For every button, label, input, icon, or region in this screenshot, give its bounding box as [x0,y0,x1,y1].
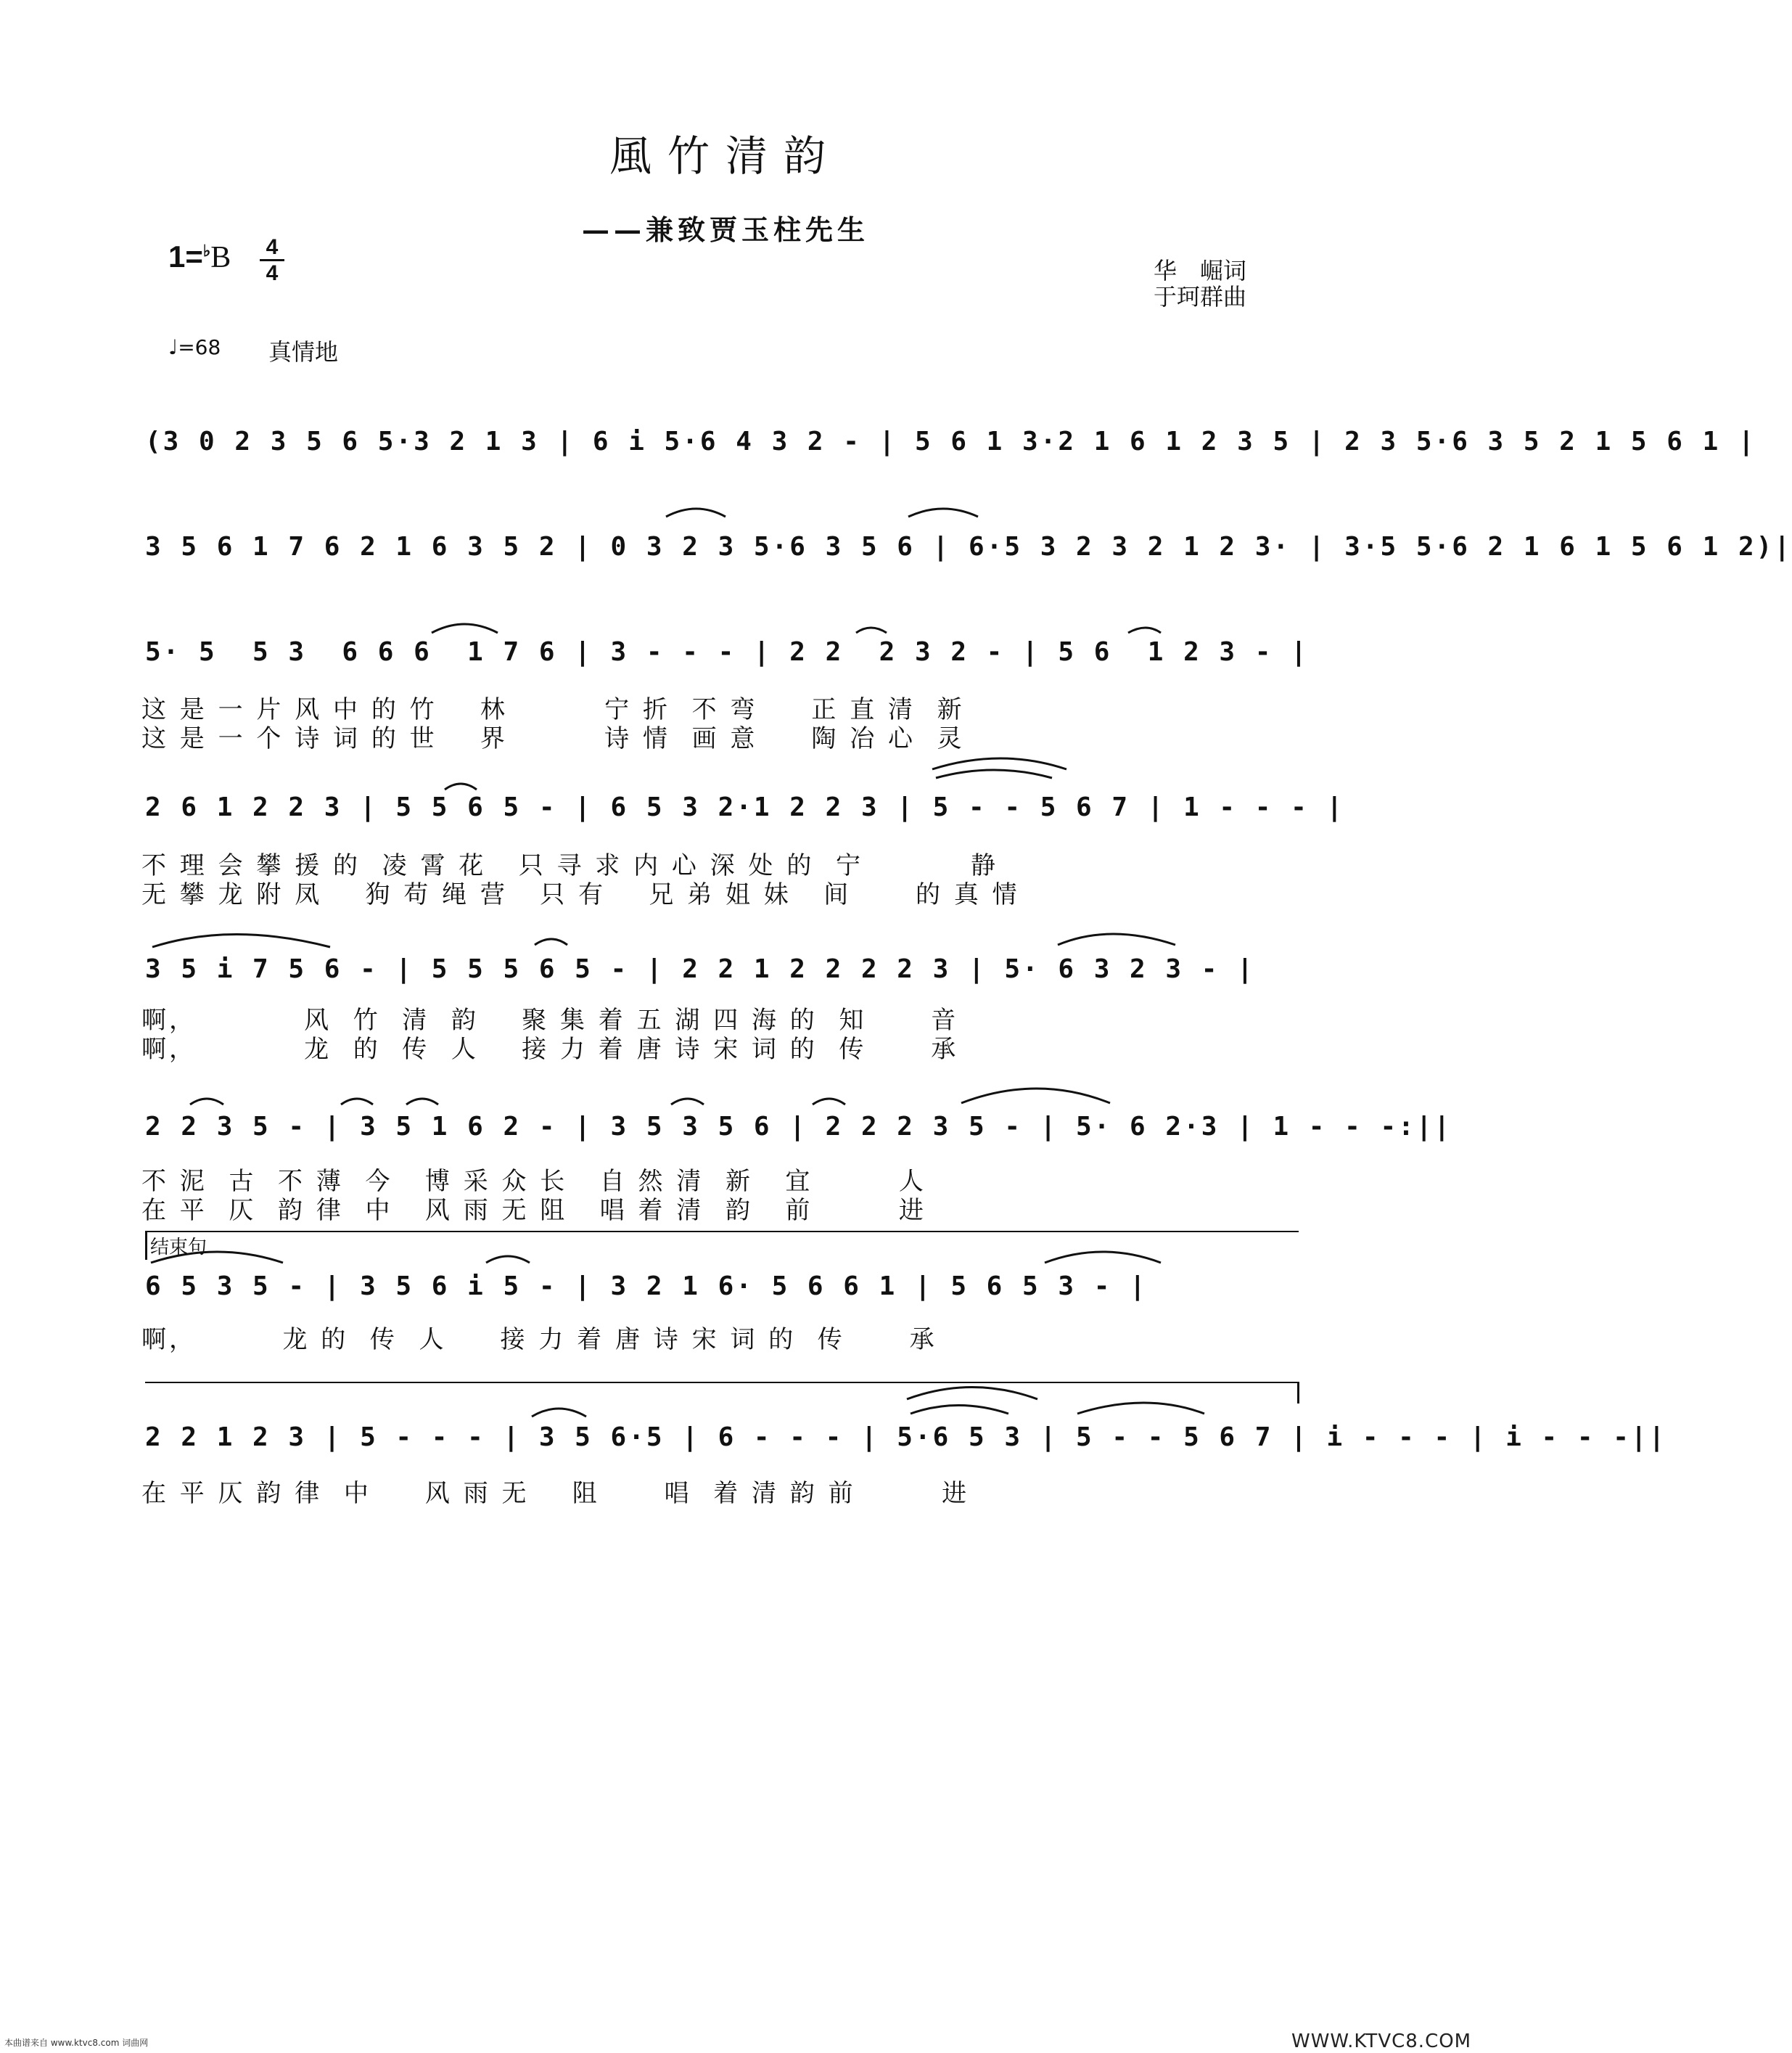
slur-line-3a [432,624,498,633]
expression-marking: 真情地 [268,338,339,366]
score-line-7: 6 5 3 5 - | 3 5 6 i 5 - | 3 2 1 6· 5 6 6 1 | 5 6 5 3 - | [145,1271,1148,1301]
slur-line-5a [152,935,330,948]
slur-line-2a [666,509,726,517]
slur-line-7a [151,1252,283,1263]
composer-credit: 于珂群曲 [1154,283,1247,311]
lyric-line-8-verse-1: 在 平 仄 韵 律 中 风 雨 无 阻 唱 着 清 韵 前 进 [141,1479,970,1508]
lyric-line-7-verse-1: 啊， 龙 的 传 人 接 力 着 唐 诗 宋 词 的 传 承 [141,1325,937,1354]
score-line-6: 2 2 3 5 - | 3 5 1 6 2 - | 3 5 3 5 6 | 2 2 2 3 5 - | 5· 6 2·3 | 1 - - -:|| [145,1112,1452,1142]
score-line-2: 3 5 6 1 7 6 2 1 6 3 5 2 | 0 3 2 3 5·6 3 5 6 | 6·5 3 2 3 2 1 2 3· | 3·5 5·6 2 1 6 1 5 6 1 2)| [145,532,1792,562]
slur-line-2b [908,509,978,517]
slur-line-4c [936,770,1052,778]
footer-source-text: 本曲谱来自 www.ktvc8.com 词曲网 [4,2038,149,2048]
lyric-line-6-verse-1: 不 泥 古 不 薄 今 博 采 众 长 自 然 清 新 宜 人 [141,1167,926,1196]
score-line-8: 2 2 1 2 3 | 5 - - - | 3 5 6·5 | 6 - - - | 5·6 5 3 | 5 - - 5 6 7 | i - - - | i - - -|| [145,1422,1667,1452]
slur-line-6a [190,1099,223,1105]
score-line-4: 2 6 1 2 2 3 | 5 5 6 5 - | 6 5 3 2·1 2 2 3 | 5 - - 5 6 7 | 1 - - - | [145,792,1345,822]
song-subtitle: ——兼致贾玉柱先生 [581,213,869,246]
slur-line-6c [406,1099,438,1105]
slur-line-6d [671,1099,704,1105]
slur-line-8b [907,1388,1037,1400]
tempo-marking: ♩=68 [168,335,221,359]
slur-line-4a [445,784,477,790]
slur-line-7b [486,1256,530,1263]
score-line-3: 5· 5 5 3 6 6 6 1 7 6 | 3 - - - | 2 2 2 3 2 - | 5 6 1 2 3 - | [145,637,1309,667]
lyric-line-3-verse-2: 这 是 一 个 诗 词 的 世 界 诗 情 画 意 陶 冶 心 灵 [141,724,965,753]
lyric-line-4-verse-1: 不 理 会 攀 援 的 凌 霄 花 只 寻 求 内 心 深 处 的 宁 静 [141,851,999,880]
lyric-line-4-verse-2: 无 攀 龙 附 凤 狗 苟 绳 营 只 有 兄 弟 姐 妹 间 的 真 情 [141,880,1020,909]
ending-label: 结束句 [150,1237,207,1258]
slur-line-4b [932,758,1066,769]
slur-line-6b [341,1099,373,1105]
song-title: 風竹清韵 [609,131,842,181]
slur-line-3b [856,628,887,633]
slur-line-3c [1128,628,1161,633]
lyric-line-3-verse-1: 这 是 一 片 风 中 的 竹 林 宁 折 不 弯 正 直 清 新 [141,695,965,724]
slur-line-6e [813,1099,845,1105]
slur-line-8d [1077,1403,1204,1414]
lyric-line-5-verse-2: 啊， 龙 的 传 人 接 力 着 唐 诗 宋 词 的 传 承 [141,1035,959,1064]
slur-line-5b [535,939,567,945]
time-signature: 4 4 [260,236,284,284]
slur-line-8a [532,1409,586,1417]
slur-line-8c [911,1406,1008,1414]
lyricist-credit: 华 崛词 [1154,257,1247,284]
slur-group [151,509,1204,1417]
slur-line-7c [1045,1252,1161,1263]
slur-line-6f [961,1089,1110,1103]
score-line-5: 3 5 i 7 5 6 - | 5 5 5 6 5 - | 2 2 1 2 2 2 2 3 | 5· 6 3 2 3 - | [145,954,1255,984]
slur-line-5c [1058,934,1175,945]
lyric-line-5-verse-1: 啊， 风 竹 清 韵 聚 集 着 五 湖 四 海 的 知 音 [141,1006,959,1035]
footer-watermark: WWW.KTVC8.COM [1291,2031,1472,2052]
lyric-line-6-verse-2: 在 平 仄 韵 律 中 风 雨 无 阻 唱 着 清 韵 前 进 [141,1196,926,1225]
score-line-1: (3 0 2 3 5 6 5·3 2 1 3 | 6 i 5·6 4 3 2 - | 5 6 1 3·2 1 6 1 2 3 5 | 2 3 5·6 3 5 2 1 5 6 1 | [145,427,1756,456]
key-signature: 1=♭B [168,239,231,274]
